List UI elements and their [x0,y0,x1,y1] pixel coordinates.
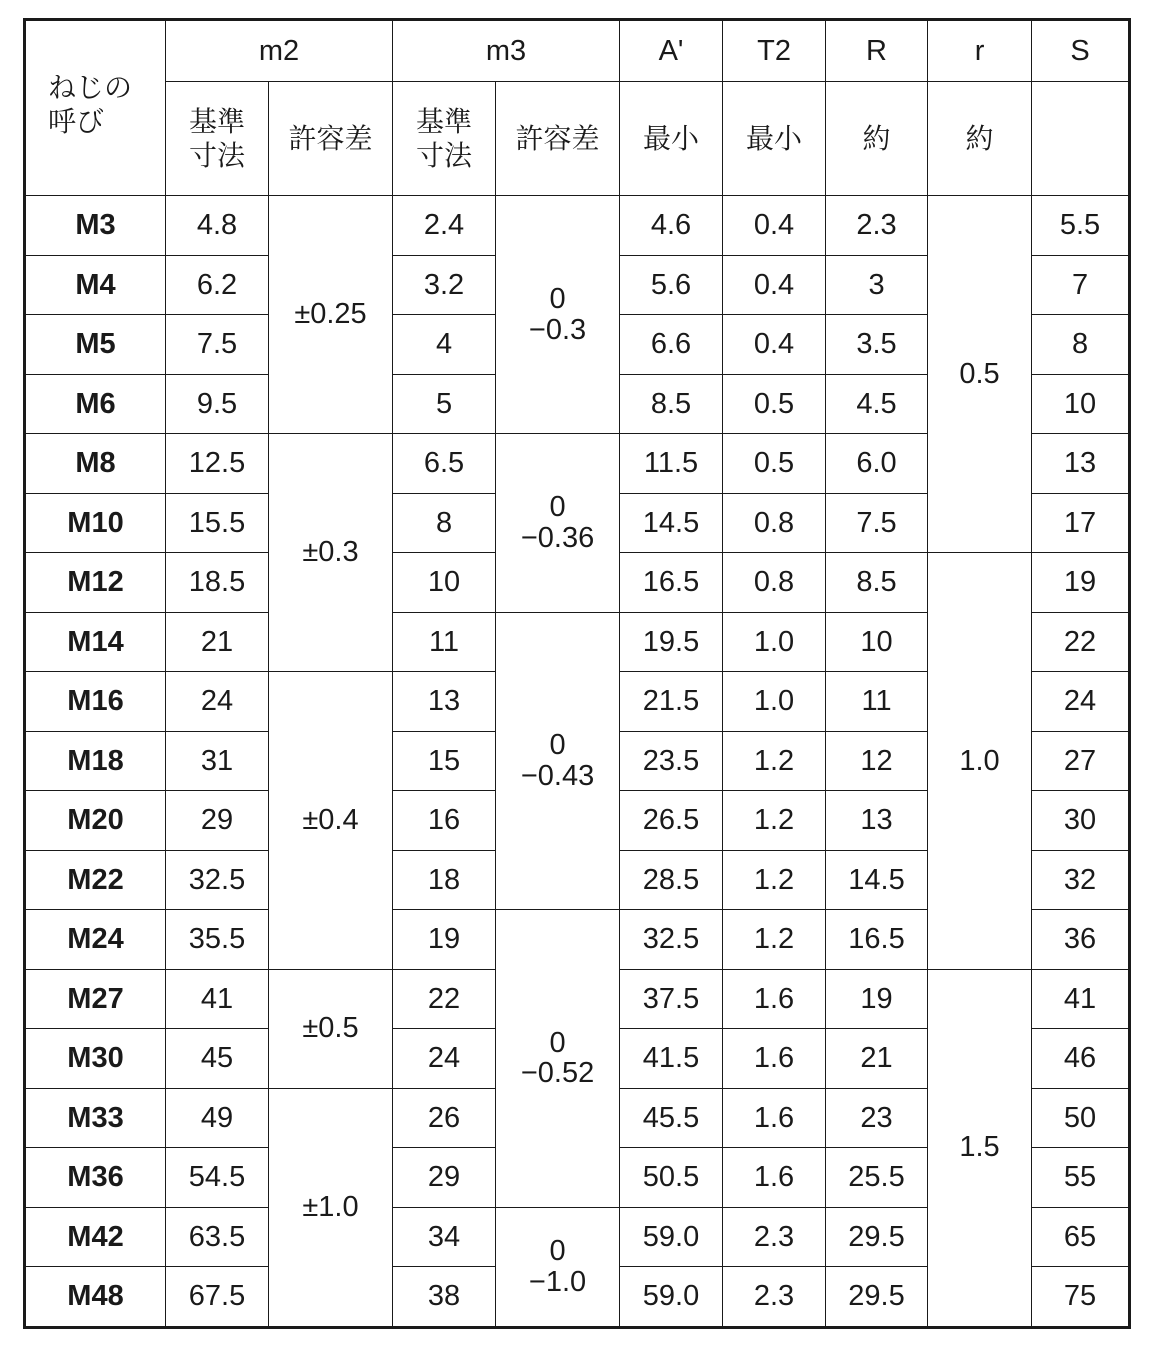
size-cell: M3 [25,196,166,256]
m2-basic-cell: 15.5 [166,493,269,553]
a-prime-cell: 14.5 [620,493,723,553]
t2-cell: 0.4 [723,315,826,375]
s-cell: 24 [1032,672,1130,732]
r-upper-cell: 3 [826,255,928,315]
tolerance-lower: −0.36 [520,521,595,554]
m2-basic-cell: 54.5 [166,1148,269,1208]
a-prime-cell: 41.5 [620,1029,723,1089]
m2-tolerance-header: 許容差 [269,82,393,196]
m2-basic-cell: 6.2 [166,255,269,315]
size-cell: M6 [25,374,166,434]
r-upper-cell: 29.5 [826,1207,928,1267]
tolerance-upper: 0 [549,491,566,524]
m2-basic-cell: 18.5 [166,553,269,613]
m2-basic-cell: 63.5 [166,1207,269,1267]
t2-cell: 1.6 [723,1148,826,1208]
r-upper-header: R [826,20,928,82]
m2-basic-cell: 12.5 [166,434,269,494]
r-lower-approx-header: 約 [928,82,1032,196]
a-prime-cell: 23.5 [620,731,723,791]
m2-basic-header: 基準 寸法 [166,82,269,196]
a-prime-cell: 45.5 [620,1088,723,1148]
a-prime-cell: 19.5 [620,612,723,672]
r-upper-cell: 21 [826,1029,928,1089]
a-prime-cell: 5.6 [620,255,723,315]
tolerance-pair [521,1028,594,1089]
s-cell: 32 [1032,850,1130,910]
s-cell: 7 [1032,255,1130,315]
a-prime-cell: 21.5 [620,672,723,732]
r-upper-cell: 29.5 [826,1267,928,1328]
tolerance-pair [521,730,594,791]
m3-basic-cell: 11 [393,612,496,672]
s-cell: 10 [1032,374,1130,434]
t2-cell: 1.2 [723,850,826,910]
a-prime-cell: 8.5 [620,374,723,434]
a-prime-cell: 28.5 [620,850,723,910]
size-cell: M36 [25,1148,166,1208]
r-upper-approx-header: 約 [826,82,928,196]
r-upper-cell: 12 [826,731,928,791]
m2-basic-cell: 31 [166,731,269,791]
tolerance-pair [521,492,594,553]
s-cell: 22 [1032,612,1130,672]
tolerance-upper: 0 [549,1026,566,1059]
tolerance-lower: −1.0 [528,1265,587,1298]
m2-basic-cell: 4.8 [166,196,269,256]
a-prime-cell: 32.5 [620,910,723,970]
m3-basic-cell: 29 [393,1148,496,1208]
m3-basic-cell: 15 [393,731,496,791]
r-upper-cell: 2.3 [826,196,928,256]
m3-basic-cell: 8 [393,493,496,553]
table-row [25,196,1130,256]
t2-cell: 0.5 [723,374,826,434]
nominal-size-header: ねじの 呼び [25,20,166,196]
size-cell: M8 [25,434,166,494]
size-cell: M42 [25,1207,166,1267]
r-upper-cell: 14.5 [826,850,928,910]
m2-basic-cell: 9.5 [166,374,269,434]
r-upper-cell: 11 [826,672,928,732]
t2-cell: 0.8 [723,493,826,553]
s-cell: 27 [1032,731,1130,791]
t2-min-header: 最小 [723,82,826,196]
s-cell: 30 [1032,791,1130,851]
s-cell: 36 [1032,910,1130,970]
tolerance-upper: 0 [549,1235,566,1268]
a-prime-cell: 26.5 [620,791,723,851]
size-cell: M4 [25,255,166,315]
size-cell: M16 [25,672,166,732]
m2-basic-cell: 67.5 [166,1267,269,1328]
s-cell: 75 [1032,1267,1130,1328]
s-cell: 46 [1032,1029,1130,1089]
s-cell: 17 [1032,493,1130,553]
r-lower-cell: 0.5 [928,196,1032,553]
r-upper-cell: 23 [826,1088,928,1148]
r-upper-cell: 8.5 [826,553,928,613]
tolerance-upper: 0 [549,729,566,762]
m3-basic-cell: 2.4 [393,196,496,256]
size-cell: M14 [25,612,166,672]
m2-basic-cell: 29 [166,791,269,851]
a-prime-cell: 50.5 [620,1148,723,1208]
m3-tolerance-header: 許容差 [496,82,620,196]
a-prime-cell: 16.5 [620,553,723,613]
a-prime-cell: 59.0 [620,1267,723,1328]
m3-basic-cell: 13 [393,672,496,732]
t2-cell: 0.4 [723,255,826,315]
r-lower-header: r [928,20,1032,82]
t2-cell: 0.8 [723,553,826,613]
s-header: S [1032,20,1130,82]
size-cell: M10 [25,493,166,553]
s-cell: 65 [1032,1207,1130,1267]
m3-basic-cell: 26 [393,1088,496,1148]
m2-header: m2 [166,20,393,82]
s-cell: 55 [1032,1148,1130,1208]
size-cell: M24 [25,910,166,970]
m2-basic-cell: 45 [166,1029,269,1089]
size-cell: M27 [25,969,166,1029]
size-cell: M18 [25,731,166,791]
t2-cell: 1.6 [723,969,826,1029]
a-prime-cell: 37.5 [620,969,723,1029]
s-cell: 8 [1032,315,1130,375]
r-lower-cell: 1.5 [928,969,1032,1327]
m2-tolerance-cell: ±0.4 [269,672,393,970]
t2-cell: 1.2 [723,791,826,851]
size-cell: M48 [25,1267,166,1328]
m3-header: m3 [393,20,620,82]
s-cell: 41 [1032,969,1130,1029]
t2-cell: 0.4 [723,196,826,256]
t2-cell: 1.6 [723,1029,826,1089]
size-cell: M30 [25,1029,166,1089]
header-row-2 [25,82,1130,196]
a-prime-cell: 4.6 [620,196,723,256]
s-cell: 19 [1032,553,1130,613]
s-cell: 13 [1032,434,1130,494]
t2-cell: 1.2 [723,731,826,791]
r-upper-cell: 19 [826,969,928,1029]
m3-basic-cell: 3.2 [393,255,496,315]
tolerance-lower: −0.43 [520,759,595,792]
size-cell: M12 [25,553,166,613]
m3-basic-cell: 10 [393,553,496,613]
m3-tolerance-cell [496,196,620,434]
tolerance-lower: −0.3 [528,313,587,346]
t2-cell: 1.6 [723,1088,826,1148]
header-row-1 [25,20,1130,82]
s-cell: 50 [1032,1088,1130,1148]
m3-basic-cell: 18 [393,850,496,910]
t2-cell: 1.0 [723,612,826,672]
nut-dimension-table [23,18,1131,1329]
r-upper-cell: 6.0 [826,434,928,494]
a-prime-cell: 59.0 [620,1207,723,1267]
m2-basic-cell: 21 [166,612,269,672]
m2-tolerance-cell: ±1.0 [269,1088,393,1327]
size-cell: M33 [25,1088,166,1148]
m3-basic-cell: 24 [393,1029,496,1089]
a-prime-cell: 6.6 [620,315,723,375]
tolerance-lower: −0.52 [520,1057,595,1090]
t2-cell: 1.2 [723,910,826,970]
m3-basic-cell: 22 [393,969,496,1029]
m3-basic-cell: 38 [393,1267,496,1328]
m2-tolerance-cell: ±0.5 [269,969,393,1088]
r-upper-cell: 25.5 [826,1148,928,1208]
m3-basic-cell: 4 [393,315,496,375]
m2-basic-cell: 7.5 [166,315,269,375]
m2-basic-cell: 35.5 [166,910,269,970]
t2-header: T2 [723,20,826,82]
tolerance-pair [529,284,586,345]
m3-basic-cell: 34 [393,1207,496,1267]
m3-basic-header: 基準 寸法 [393,82,496,196]
m3-tolerance-cell [496,910,620,1208]
s-subheader [1032,82,1130,196]
r-upper-cell: 3.5 [826,315,928,375]
t2-cell: 2.3 [723,1267,826,1328]
m3-tolerance-cell [496,1207,620,1327]
m2-basic-cell: 24 [166,672,269,732]
s-cell: 5.5 [1032,196,1130,256]
m2-basic-cell: 49 [166,1088,269,1148]
a-prime-cell: 11.5 [620,434,723,494]
size-cell: M22 [25,850,166,910]
m3-tolerance-cell [496,434,620,613]
r-upper-cell: 10 [826,612,928,672]
t2-cell: 2.3 [723,1207,826,1267]
r-upper-cell: 16.5 [826,910,928,970]
tolerance-pair [529,1236,586,1297]
tolerance-upper: 0 [549,283,566,316]
r-lower-cell: 1.0 [928,553,1032,970]
a-prime-header: A' [620,20,723,82]
r-upper-cell: 13 [826,791,928,851]
t2-cell: 1.0 [723,672,826,732]
m3-basic-cell: 16 [393,791,496,851]
a-prime-min-header: 最小 [620,82,723,196]
m3-tolerance-cell [496,612,620,910]
m2-tolerance-cell: ±0.3 [269,434,393,672]
m3-basic-cell: 19 [393,910,496,970]
m2-tolerance-cell: ±0.25 [269,196,393,434]
t2-cell: 0.5 [723,434,826,494]
m2-basic-cell: 32.5 [166,850,269,910]
m2-basic-cell: 41 [166,969,269,1029]
r-upper-cell: 4.5 [826,374,928,434]
size-cell: M5 [25,315,166,375]
r-upper-cell: 7.5 [826,493,928,553]
size-cell: M20 [25,791,166,851]
m3-basic-cell: 6.5 [393,434,496,494]
m3-basic-cell: 5 [393,374,496,434]
